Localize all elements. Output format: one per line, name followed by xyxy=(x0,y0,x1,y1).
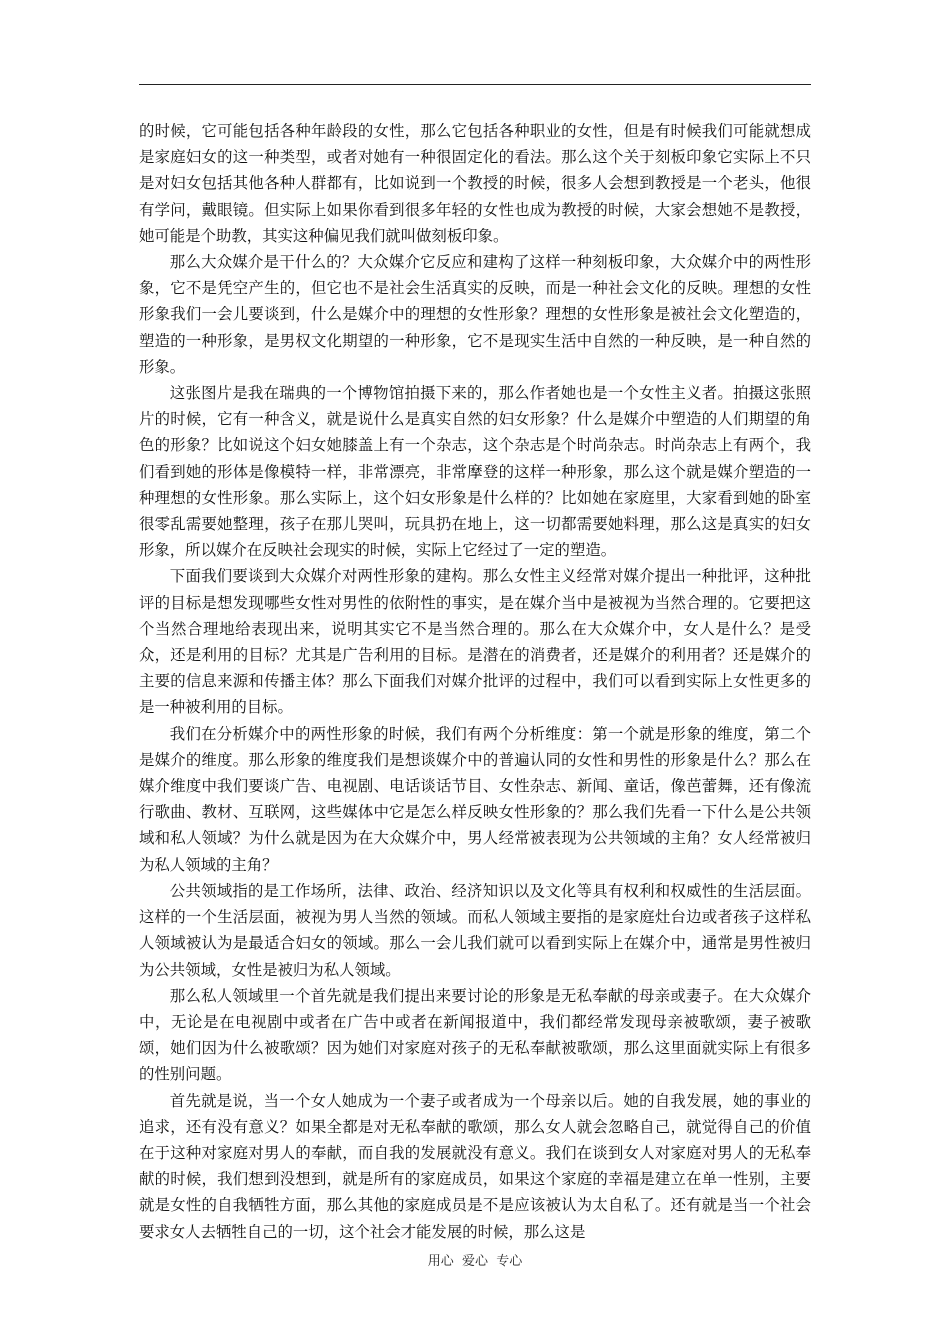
paragraph-5: 我们在分析媒介中的两性形象的时候，我们有两个分析维度：第一个就是形象的维度，第二个是媒介的维度。那么形象的维度我们是想谈媒介中的普遍认同的女性和男性的形象是什么？那么在媒介维度中我们要谈广告、电视剧、电话谈话节目、女性杂志、新闻、童话，像芭蕾舞，还有像流行歌曲、教材、互联网，这些媒体中它是怎么样反映女性形象的？那么我们先看一下什么是公共领域和私人领域？为什么就是因为在大众媒介中，男人经常被表现为公共领域的主角？女人经常被归为私人领域的主角？ xyxy=(139,724,811,874)
paragraph-7: 那么私人领域里一个首先就是我们提出来要讨论的形象是无私奉献的母亲或妻子。在大众媒介中，无论是在电视剧中或者在广告中或者在新闻报道中，我们都经常发现母亲被歌颂，妻子被歌颂，她们因为什么被歌颂？因为她们对家庭对孩子的无私奉献被歌颂，那么这里面就实际上有很多的性别问题。 xyxy=(139,986,811,1084)
paragraph-4: 下面我们要谈到大众媒介对两性形象的建构。那么女性主义经常对媒介提出一种批评，这种批评的目标是想发现哪些女性对男性的依附性的事实，是在媒介当中是被视为当然合理的。它要把这个当然合理地给表现出来，说明其实它不是当然合理的。那么在大众媒介中，女人是什么？是受众，还是利用的目标？尤其是广告利用的目标。是潜在的消费者，还是媒介的利用者？还是媒介的主要的信息来源和传播主体？那么下面我们对媒介批评的过程中，我们可以看到实际上女性更多的是一种被利用的目标。 xyxy=(139,567,811,717)
page-body xyxy=(139,118,811,1245)
paragraph-8: 首先就是说，当一个女人她成为一个妻子或者成为一个母亲以后。她的自我发展，她的事业的追求，还有没有意义？如果全都是对无私奉献的歌颂，那么女人就会忽略自己，就觉得自己的价值在于这种对家庭对男人的奉献，而自我的发展就没有意义。我们在谈到女人对家庭对男人的无私奉献的时候，我们想到没想到，就是所有的家庭成员，如果这个家庭的幸福是建立在单一性别，主要就是女性的自我牺牲方面，那么其他的家庭成员是不是应该被认为太自私了。还有就是当一个社会要求女人去牺牲自己的一切，这个社会才能发展的时候，那么这是 xyxy=(139,1091,811,1241)
paragraph-3: 这张图片是我在瑞典的一个博物馆拍摄下来的，那么作者她也是一个女性主义者。拍摄这张照片的时候，它有一种含义，就是说什么是真实自然的妇女形象？什么是媒介中塑造的人们期望的角色的形象？比如说这个妇女她膝盖上有一个杂志，这个杂志是个时尚杂志。时尚杂志上有两个，我们看到她的形体是像模特一样，非常漂亮，非常摩登的这样一种形象，那么这个就是媒介塑造的一种理想的女性形象。那么实际上，这个妇女形象是什么样的？比如她在家庭里，大家看到她的卧室很零乱需要她整理，孩子在那儿哭叫，玩具扔在地上，这一切都需要她料理，那么这是真实的妇女形象，所以媒介在反映社会现实的时候，实际上它经过了一定的塑造。 xyxy=(139,384,811,560)
paragraph-6: 公共领域指的是工作场所，法律、政治、经济知识以及文化等具有权利和权威性的生活层面。这样的一个生活层面，被视为男人当然的领域。而私人领域主要指的是家庭灶台边或者孩子这样私人领域被认为是最适合妇女的领域。那么一会儿我们就可以看到实际上在媒介中，通常是男性被归为公共领域，女性是被归为私人领域。 xyxy=(139,881,811,979)
header-rule xyxy=(139,84,811,85)
paragraph-2: 那么大众媒介是干什么的？大众媒介它反应和建构了这样一种刻板印象，大众媒介中的两性形象，它不是凭空产生的，但它也不是社会生活真实的反映，而是一种社会文化的反映。理想的女性形象我们一会儿要谈到，什么是媒介中的理想的女性形象？理想的女性形象是被社会文化塑造的，塑造的一种形象，是男权文化期望的一种形象，它不是现实生活中自然的一种反映，是一种自然的形象。 xyxy=(139,253,811,376)
paragraph-1: 的时候，它可能包括各种年龄段的女性，那么它包括各种职业的女性，但是有时候我们可能就想成是家庭妇女的这一种类型，或者对她有一种很固定化的看法。那么这个关于刻板印象它实际上不只是对妇女包括其他各种人群都有，比如说到一个教授的时候，很多人会想到教授是一个老头，他很有学问，戴眼镜。但实际上如果你看到很多年轻的女性也成为教授的时候，大家会想她不是教授，她可能是个助教，其实这种偏见我们就叫做刻板印象。 xyxy=(139,122,811,245)
page-footer: 用心 爱心 专心 xyxy=(427,1254,523,1269)
